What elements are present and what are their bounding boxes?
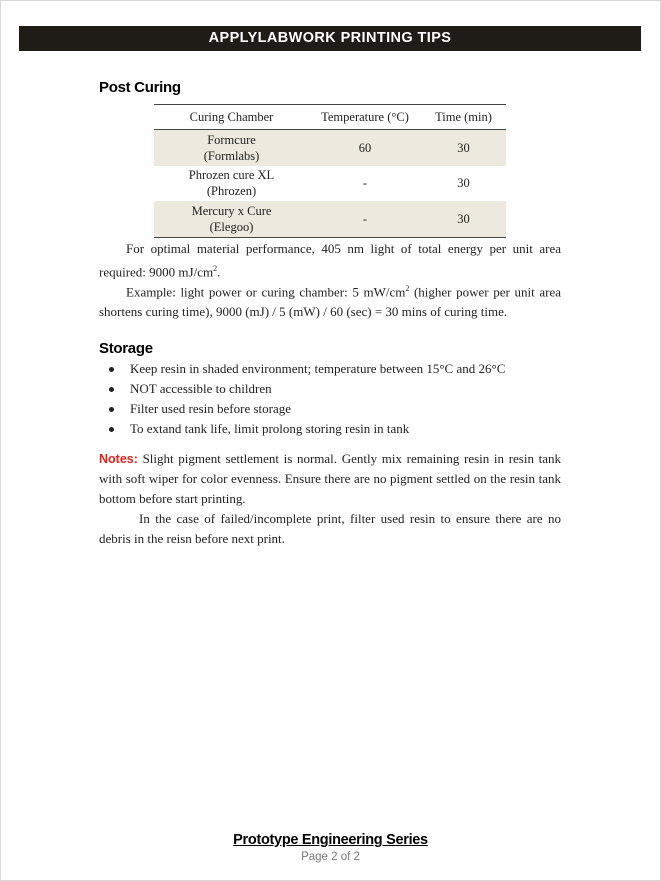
cell-chamber (154, 130, 309, 166)
storage-list (100, 359, 505, 439)
energy-paragraph (99, 239, 561, 282)
bullet-icon (109, 387, 114, 392)
column-header-time: Time (min) (421, 105, 506, 130)
list-item (100, 379, 505, 399)
bullet-icon (109, 407, 114, 412)
cell-temperature: - (362, 176, 368, 191)
energy-text: For optimal material performance, 405 nm light of total energy per unit area required: 9000 mJ/cm (99, 241, 561, 280)
cell-time: 30 (457, 176, 470, 191)
energy-superscript: 2 (213, 264, 218, 273)
bullet-icon (109, 427, 114, 432)
example-paragraph (99, 279, 561, 322)
cell-chamber (154, 166, 309, 202)
footer-series-title: Prototype Engineering Series (233, 832, 428, 848)
chamber-name: Formcure (207, 132, 256, 147)
list-item (100, 419, 505, 439)
chamber-brand: (Elegoo) (209, 219, 254, 234)
table-header-row (154, 105, 506, 130)
example-superscript: 2 (405, 284, 410, 293)
column-header-temperature: Temperature (°C) (309, 105, 421, 130)
chamber-name: Mercury x Cure (191, 203, 272, 218)
list-item-text: To extand tank life, limit prolong storing resin in tank (130, 421, 410, 436)
storage-heading: Storage (99, 340, 153, 357)
post-curing-heading: Post Curing (99, 79, 181, 96)
cell-chamber (154, 201, 309, 237)
table-row (154, 130, 506, 166)
cell-time: 30 (421, 130, 506, 166)
list-item-text: Filter used resin before storage (130, 401, 292, 416)
notes-text: Slight pigment settlement is normal. Gently mix remaining resin in resin tank with soft wiper for color evenness. Ensure there are no pigment settled on the resin tank bottom before start printing. (99, 451, 561, 506)
table-row (154, 201, 506, 237)
list-item (100, 359, 505, 379)
cell-time: 30 (421, 201, 506, 237)
curing-table (154, 104, 506, 238)
chamber-brand: (Formlabs) (203, 148, 260, 163)
cell-temperature: - (309, 201, 421, 237)
bullet-icon (109, 367, 114, 372)
page-number: Page 2 of 2 (301, 851, 360, 863)
example-text: Example: light power or curing chamber: 5 mW/cm (126, 284, 406, 300)
list-item-text: Keep resin in shaded environment; temperature between 15°C and 26°C (130, 361, 506, 376)
column-header-chamber: Curing Chamber (154, 105, 309, 130)
chamber-brand: (Phrozen) (206, 184, 257, 199)
list-item-text: NOT accessible to children (130, 381, 272, 396)
notes-filter-text: In the case of failed/incomplete print, filter used resin to ensure there are no debris in the reisn before next print. (99, 511, 561, 546)
cell-temperature: 60 (309, 130, 421, 166)
notes-label: Notes: (99, 452, 138, 466)
notes-section (99, 449, 561, 549)
energy-text-end: . (217, 264, 221, 280)
chamber-name: Phrozen cure XL (188, 168, 275, 183)
table-row (154, 166, 506, 202)
list-item (100, 399, 505, 419)
page-header: APPLYLABWORK PRINTING TIPS (19, 26, 641, 51)
example-text-end: (higher power per unit area shortens curing time), 9000 (mJ) / 5 (mW) / 60 (sec) = 30 mins of curing time. (99, 284, 561, 320)
